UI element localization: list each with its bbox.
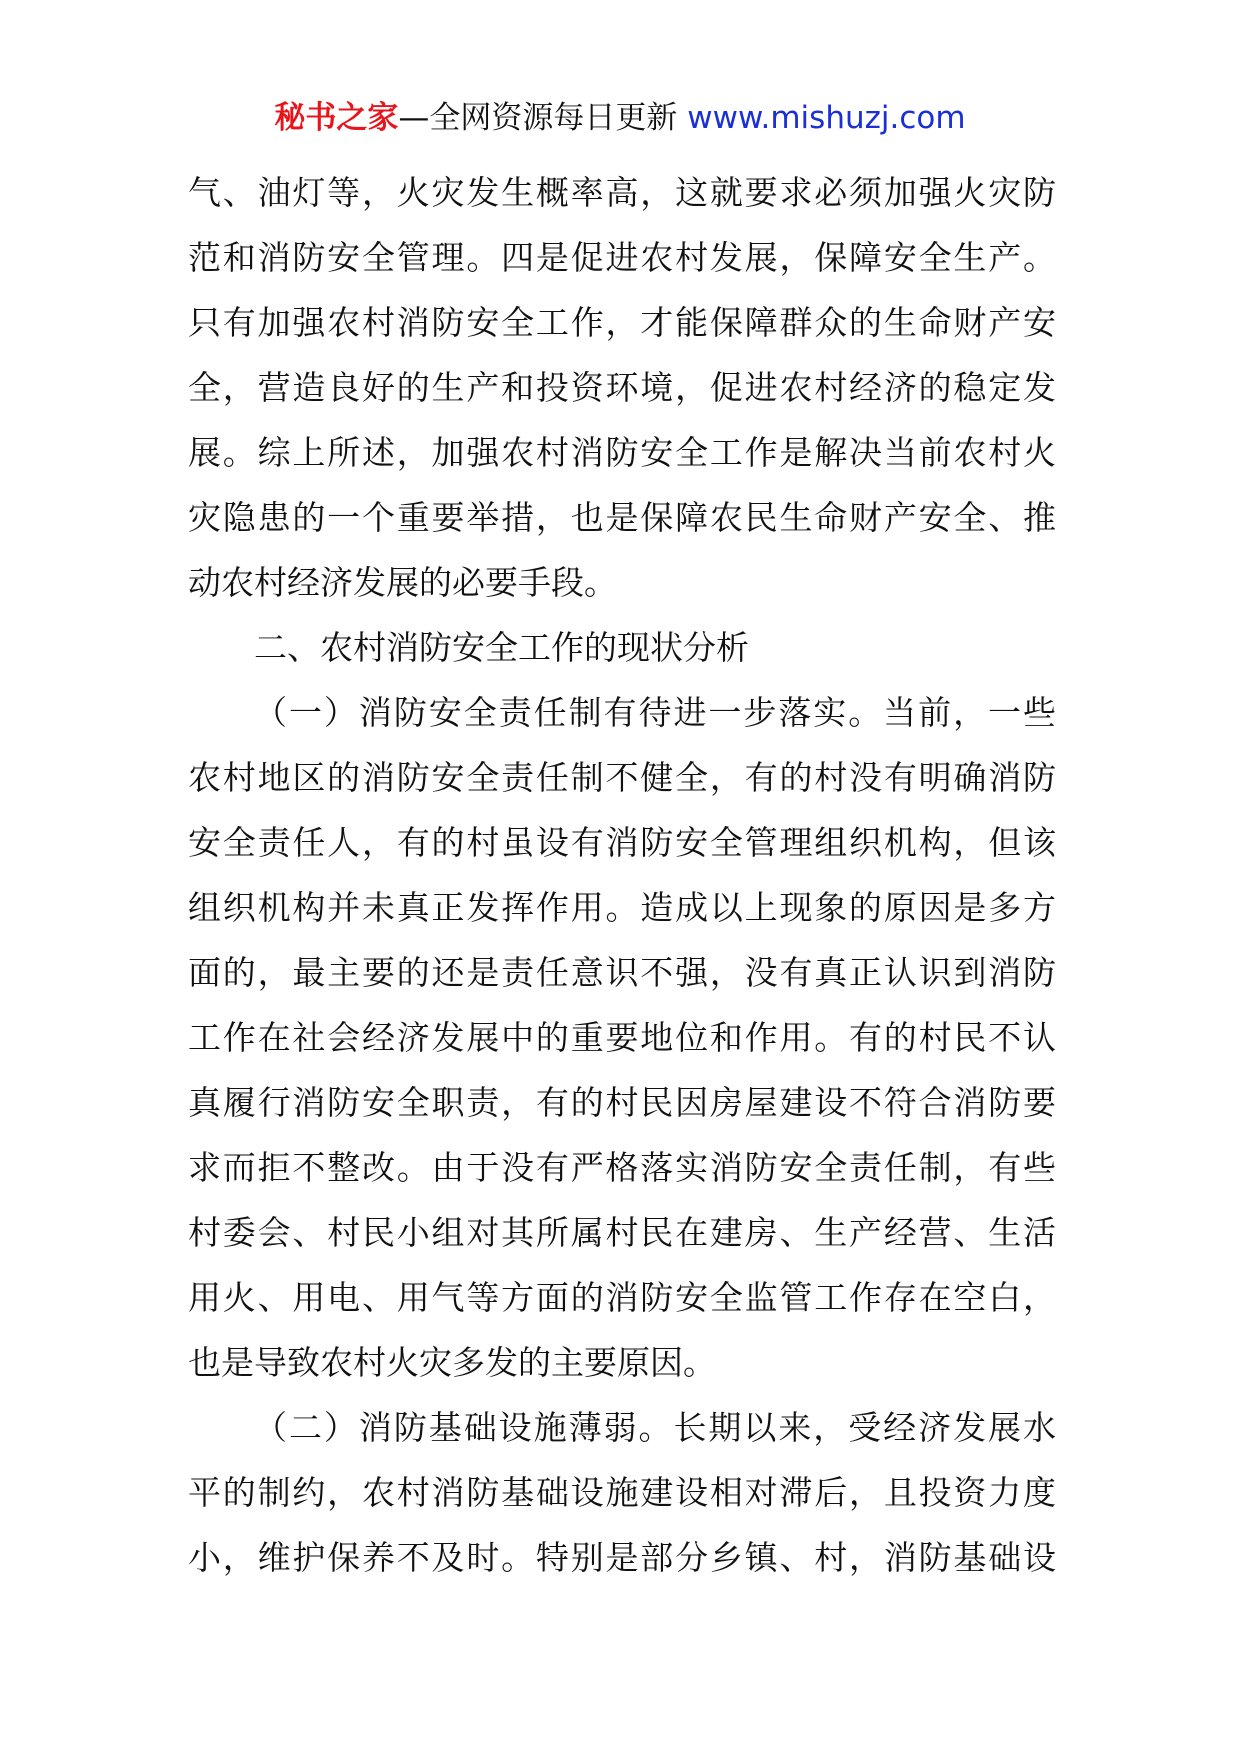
text-line: 工作在社会经济发展中的重要地位和作用。有的村民不认 xyxy=(188,1018,1056,1057)
text-line: 动农村经济发展的必要手段。 xyxy=(188,563,617,602)
text-line: 组织机构并未真正发挥作用。造成以上现象的原因是多方 xyxy=(188,888,1056,927)
text-line: 范和消防安全管理。四是促进农村发展，保障安全生产。 xyxy=(188,238,1056,277)
text-line: 只有加强农村消防安全工作，才能保障群众的生命财产安 xyxy=(188,303,1056,342)
body-text xyxy=(188,160,1056,1590)
text-line: 农村地区的消防安全责任制不健全，有的村没有明确消防 xyxy=(188,758,1056,797)
text-line: 也是导致农村火灾多发的主要原因。 xyxy=(188,1343,716,1382)
text-line: 面的，最主要的还是责任意识不强，没有真正认识到消防 xyxy=(188,953,1056,992)
text-line: （一）消防安全责任制有待进一步落实。当前，一些 xyxy=(254,693,1056,732)
text-line: 灾隐患的一个重要举措，也是保障农民生命财产安全、推 xyxy=(188,498,1056,537)
text-line: 安全责任人，有的村虽设有消防安全管理组织机构，但该 xyxy=(188,823,1056,862)
text-line: 真履行消防安全职责，有的村民因房屋建设不符合消防要 xyxy=(188,1083,1056,1122)
text-line: 用火、用电、用气等方面的消防安全监管工作存在空白， xyxy=(188,1278,1056,1317)
header-url-link[interactable]: www.mishuzj.com xyxy=(687,100,966,136)
text-line: （二）消防基础设施薄弱。长期以来，受经济发展水 xyxy=(254,1408,1056,1447)
text-line: 二、农村消防安全工作的现状分析 xyxy=(254,628,749,667)
text-line: 气、油灯等，火灾发生概率高，这就要求必须加强火灾防 xyxy=(188,173,1056,212)
header-brand: 秘书之家 xyxy=(274,100,399,136)
text-line: 求而拒不整改。由于没有严格落实消防安全责任制，有些 xyxy=(188,1148,1056,1187)
text-line: 展。综上所述，加强农村消防安全工作是解决当前农村火 xyxy=(188,433,1056,472)
text-line: 村委会、村民小组对其所属村民在建房、生产经营、生活 xyxy=(188,1213,1056,1252)
text-line: 小，维护保养不及时。特别是部分乡镇、村，消防基础设 xyxy=(188,1538,1056,1577)
header-tagline: —全网资源每日更新 xyxy=(398,100,678,136)
text-line: 平的制约，农村消防基础设施建设相对滞后，且投资力度 xyxy=(188,1473,1056,1512)
text-line: 全，营造良好的生产和投资环境，促进农村经济的稳定发 xyxy=(188,368,1056,407)
page-header xyxy=(0,96,1240,140)
